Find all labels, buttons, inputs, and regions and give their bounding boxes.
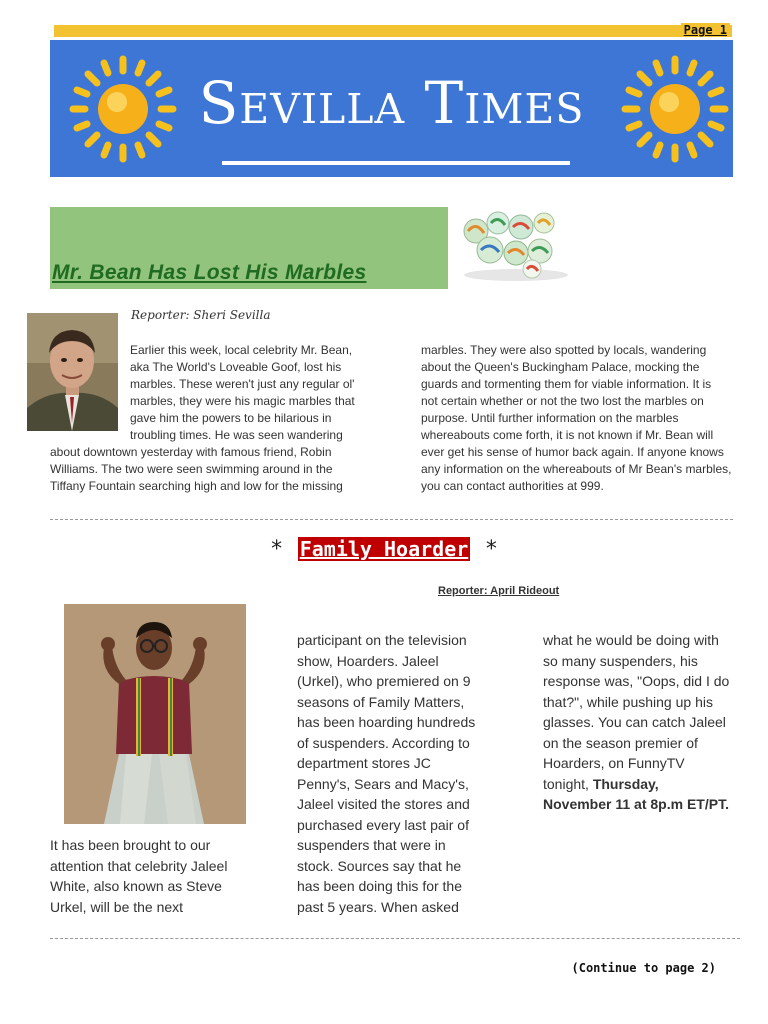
- text-line: (Urkel), who premiered on 9: [297, 673, 471, 689]
- article1-column1-bottom: [50, 444, 343, 495]
- article1-reporter: Reporter: Sheri Sevilla: [131, 308, 271, 322]
- text-line: of suspenders. According to: [297, 734, 470, 751]
- mr-bean-photo: [27, 313, 118, 431]
- text-line: any information on the whereabouts of Mr Bean's marbles,: [421, 462, 732, 476]
- article2-column2: [297, 630, 475, 917]
- text-line: ever get his sense of humor back again. If anyone knows: [421, 445, 724, 459]
- text-line: has been doing this for the: [297, 878, 463, 894]
- article2-reporter: Reporter: April Rideout: [438, 585, 560, 597]
- urkel-photo: [64, 604, 246, 824]
- star-decoration: *: [270, 537, 284, 562]
- text-line: Hoarders, on FunnyTV: [543, 755, 685, 771]
- text-line: participant on the television: [297, 632, 467, 648]
- article1-headline: Mr. Bean Has Lost His Marbles: [52, 261, 367, 284]
- text-line: that?", while pushing up his: [543, 693, 713, 710]
- text-line: so many suspenders, his: [543, 652, 698, 669]
- text-line: Urkel, will be the next: [50, 898, 184, 915]
- text-line: department stores JC: [297, 755, 431, 771]
- text-line: whereabouts come forth, it is not known if Mr. Bean will: [421, 428, 714, 442]
- text-line: response was, "Oops, did I do: [543, 673, 730, 689]
- broadcast-date: Thursday,: [592, 775, 659, 792]
- title-underline: [222, 161, 570, 165]
- text-line: White, also known as Steve: [50, 878, 222, 894]
- newspaper-title: Sevilla Times: [198, 69, 585, 137]
- text-line: seasons of Family Matters,: [297, 693, 465, 710]
- text-line: purpose. Until further information on the marbles: [421, 411, 679, 425]
- marbles-image: [458, 205, 570, 283]
- text-line: Jaleel visited the stores and: [297, 796, 470, 812]
- broadcast-time: November 11 at 8p.m ET/PT.: [543, 796, 729, 812]
- text-line: Tiffany Fountain searching high and low for the missing: [50, 479, 343, 493]
- article2-column3: [543, 630, 729, 815]
- text-line: It has been brought to our: [50, 837, 211, 853]
- text-line: past 5 years. When asked: [297, 898, 459, 915]
- text-line: troubling times. He was seen wandering: [130, 428, 343, 442]
- text-line: not certain whether or not the two lost the marbles on: [421, 394, 704, 408]
- page-number: Page 1: [681, 23, 730, 37]
- text-line: [543, 794, 729, 815]
- text-line: glasses. You can catch Jaleel: [543, 714, 726, 730]
- article2-headline: Family Hoarder: [299, 537, 469, 561]
- text-line: you can contact authorities at 999.: [421, 479, 604, 493]
- text-line: show, Hoarders. Jaleel: [297, 652, 439, 669]
- continue-note: (Continue to page 2): [571, 961, 716, 975]
- text-line: Williams. The two were seen swimming around in the: [50, 462, 333, 476]
- text-line: [543, 774, 729, 795]
- article2-column1: [50, 835, 227, 917]
- text-line: marbles. These weren't just any regular ol': [130, 377, 355, 391]
- text-line: guards and tormenting them for viable information. It is: [421, 377, 712, 391]
- section-divider: [50, 938, 740, 939]
- text-line: marbles. They were also spotted by locals, wandering: [421, 343, 707, 357]
- text-line: attention that celebrity Jaleel: [50, 857, 228, 874]
- text-run: tonight,: [543, 775, 593, 792]
- article1-column2: [421, 342, 731, 495]
- text-line: has been hoarding hundreds: [297, 714, 476, 730]
- text-line: about the Queen's Buckingham Palace, mocking the: [421, 360, 700, 374]
- text-line: on the season premier of: [543, 734, 698, 751]
- article2-headline-row: [0, 537, 768, 562]
- text-line: Penny's, Sears and Macy's,: [297, 775, 469, 792]
- text-line: marbles, they were his magic marbles that: [130, 394, 355, 408]
- text-line: about downtown yesterday with famous friend, Robin: [50, 445, 332, 459]
- text-line: suspenders that were in: [297, 837, 446, 853]
- top-accent-strip: [54, 25, 732, 37]
- text-line: gave him the powers to be hilarious in: [130, 411, 332, 425]
- text-line: what he would be doing with: [543, 632, 719, 648]
- text-line: Earlier this week, local celebrity Mr. Bean,: [130, 343, 353, 357]
- article1-column1-top: [130, 342, 355, 444]
- headline-box: [50, 207, 448, 289]
- text-line: aka The World's Loveable Goof, lost his: [130, 360, 342, 374]
- sun-icon: [620, 54, 730, 164]
- star-decoration: *: [484, 537, 498, 562]
- text-line: stock. Sources say that he: [297, 857, 462, 874]
- masthead-banner: [50, 40, 733, 177]
- text-line: purchased every last pair of: [297, 816, 469, 833]
- section-divider: [50, 519, 733, 520]
